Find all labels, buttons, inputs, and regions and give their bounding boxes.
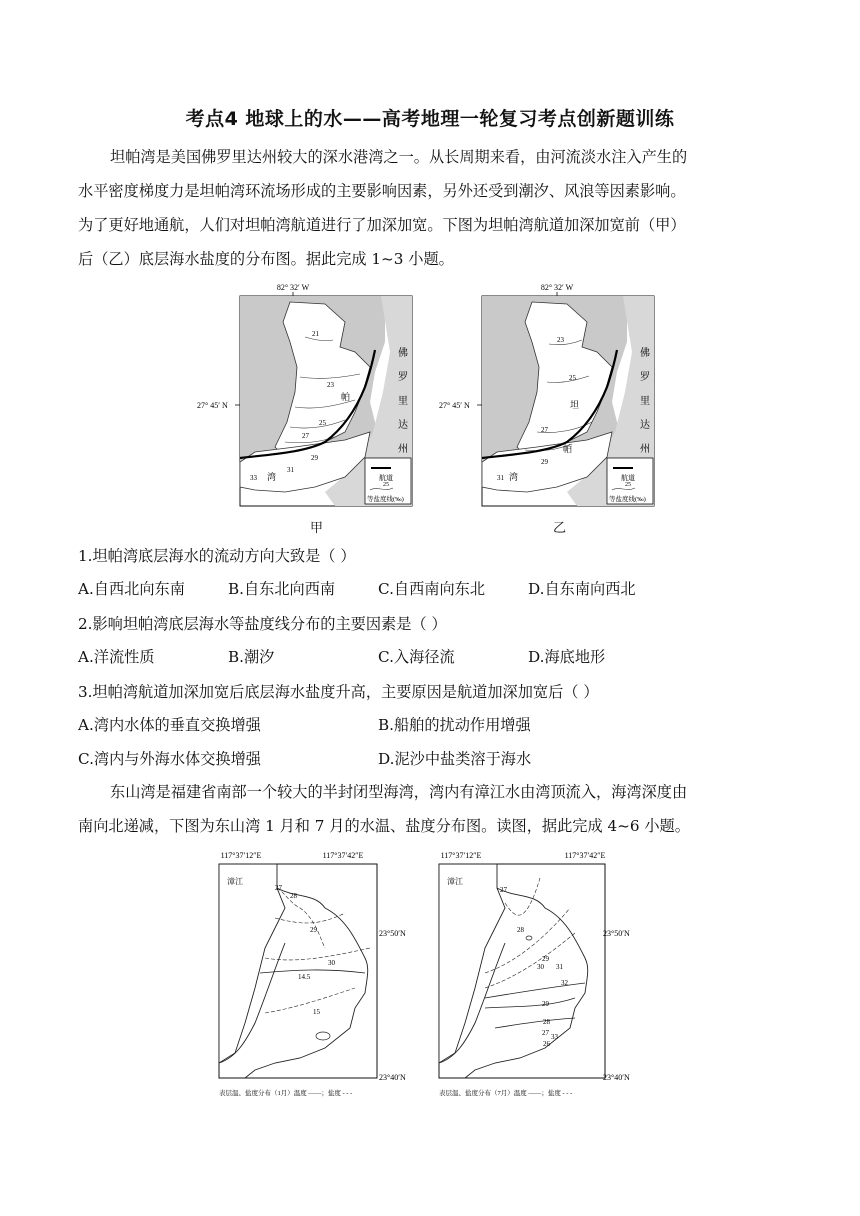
svg-text:30: 30 xyxy=(328,959,335,967)
q3-option-c: C.湾内与外海水体交换增强 xyxy=(78,750,261,768)
svg-text:117°37′12″E: 117°37′12″E xyxy=(440,851,482,860)
dongshan-bay-map-july xyxy=(425,848,655,1102)
tan-label: 坦 xyxy=(570,400,580,410)
svg-text:23°50′N: 23°50′N xyxy=(379,929,406,938)
bay-label: 湾 xyxy=(509,472,519,482)
svg-text:14.5: 14.5 xyxy=(298,973,311,981)
q1-option-a: A.自西北向东南 xyxy=(78,580,185,598)
svg-text:15: 15 xyxy=(313,1008,320,1016)
svg-text:等盐度线(‰): 等盐度线(‰) xyxy=(609,496,646,503)
svg-text:29: 29 xyxy=(310,926,317,934)
question-2-stem: 2.影响坦帕湾底层海水等盐度线分布的主要因素是（ ） xyxy=(78,615,447,633)
bay-label: 湾 xyxy=(267,472,277,482)
q3-option-d: D.泥沙中盐类溶于海水 xyxy=(378,750,532,768)
svg-text:29: 29 xyxy=(542,1000,549,1008)
svg-text:31: 31 xyxy=(556,963,563,971)
intro2-line1: 东山湾是福建省南部一个较大的半封闭型海湾，湾内有漳江水由湾顶流入，海湾深度由 xyxy=(110,783,688,801)
svg-text:27: 27 xyxy=(275,884,282,892)
lat-label: 27° 45′ N xyxy=(197,401,228,410)
svg-text:28: 28 xyxy=(543,1018,550,1026)
svg-text:航道: 航道 xyxy=(621,474,635,482)
svg-text:21: 21 xyxy=(312,330,319,338)
q3-option-a: A.湾内水体的垂直交换增强 xyxy=(78,716,261,734)
intro2-line2: 南向北递减，下图为东山湾 1 月和 7 月的水温、盐度分布图。读图，据此完成 4~6 小题。 xyxy=(78,817,690,835)
q1-option-b: B.自东北向西南 xyxy=(228,580,336,598)
svg-text:州: 州 xyxy=(398,444,408,455)
question-1-stem: 1.坦帕湾底层海水的流动方向大致是（ ） xyxy=(78,547,356,565)
svg-text:佛: 佛 xyxy=(640,348,650,359)
svg-text:33: 33 xyxy=(250,474,257,482)
lon-label: 82° 32′ W xyxy=(276,283,310,292)
svg-text:26: 26 xyxy=(543,1040,550,1048)
svg-text:表层温、盐度分布（1月）温度 ——；盐度 - - -: 表层温、盐度分布（1月）温度 ——；盐度 - - - xyxy=(219,1090,353,1097)
svg-text:漳江: 漳江 xyxy=(227,877,243,886)
svg-text:罗: 罗 xyxy=(398,372,408,383)
svg-text:等盐度线(‰): 等盐度线(‰) xyxy=(367,496,404,503)
svg-text:32: 32 xyxy=(561,979,568,987)
svg-text:达: 达 xyxy=(398,420,408,431)
dongshan-bay-map-january xyxy=(205,848,435,1102)
svg-text:33: 33 xyxy=(551,1033,558,1041)
svg-text:23: 23 xyxy=(327,381,334,389)
fig1-caption-right: 乙 xyxy=(553,521,567,536)
svg-text:31: 31 xyxy=(497,474,504,482)
svg-text:30: 30 xyxy=(537,963,544,971)
intro-paragraph-2 xyxy=(78,775,778,843)
intro-paragraph-1 xyxy=(78,140,778,276)
q2-option-a: A.洋流性质 xyxy=(78,648,155,666)
svg-text:州: 州 xyxy=(640,444,650,455)
svg-text:23: 23 xyxy=(557,336,564,344)
svg-text:23°40′N: 23°40′N xyxy=(603,1073,630,1082)
fig1-caption-left: 甲 xyxy=(310,521,324,536)
svg-text:27: 27 xyxy=(500,886,507,894)
svg-text:达: 达 xyxy=(640,420,650,431)
svg-text:25: 25 xyxy=(383,482,389,488)
svg-text:28: 28 xyxy=(517,926,524,934)
svg-text:117°37′42″E: 117°37′42″E xyxy=(564,851,606,860)
svg-text:25: 25 xyxy=(319,419,326,427)
lat-label: 27° 45′ N xyxy=(439,401,470,410)
q1-option-d: D.自东南向西北 xyxy=(528,580,636,598)
svg-text:表层温、盐度分布（7月）温度 ——；盐度 - - -: 表层温、盐度分布（7月）温度 ——；盐度 - - - xyxy=(439,1090,573,1097)
svg-text:漳江: 漳江 xyxy=(447,877,463,886)
svg-text:28: 28 xyxy=(290,892,297,900)
svg-text:27: 27 xyxy=(542,1029,549,1037)
q3-option-b: B.船舶的扰动作用增强 xyxy=(378,716,531,734)
q2-option-c: C.入海径流 xyxy=(378,648,455,666)
lon-label: 82° 32′ W xyxy=(540,283,574,292)
svg-text:29: 29 xyxy=(311,454,318,462)
svg-text:27: 27 xyxy=(541,426,548,434)
pa-label: 帕 xyxy=(341,392,351,402)
intro1-line3: 为了更好地通航，人们对坦帕湾航道进行了加深加宽。下图为坦帕湾航道加深加宽前（甲） xyxy=(78,216,686,234)
svg-text:23°40′N: 23°40′N xyxy=(379,1073,406,1082)
svg-text:29: 29 xyxy=(541,458,548,466)
svg-text:里: 里 xyxy=(640,396,650,407)
svg-text:25: 25 xyxy=(625,482,631,488)
svg-text:里: 里 xyxy=(398,396,408,407)
q1-option-c: C.自西南向东北 xyxy=(378,580,486,598)
tampa-bay-map-before xyxy=(195,282,417,512)
svg-text:罗: 罗 xyxy=(640,372,650,383)
svg-text:117°37′42″E: 117°37′42″E xyxy=(322,851,364,860)
svg-text:25: 25 xyxy=(569,374,576,382)
intro1-line1: 坦帕湾是美国佛罗里达州较大的深水港湾之一。从长周期来看，由河流淡水注入产生的 xyxy=(110,148,688,166)
question-3-stem: 3.坦帕湾航道加深加宽后底层海水盐度升高，主要原因是航道加深加宽后（ ） xyxy=(78,683,599,701)
svg-text:27: 27 xyxy=(302,432,309,440)
q2-option-d: D.海底地形 xyxy=(528,648,606,666)
q2-option-b: B.潮汐 xyxy=(228,648,275,666)
intro1-line2: 水平密度梯度力是坦帕湾环流场形成的主要影响因素，另外还受到潮汐、风浪等因素影响。 xyxy=(78,182,686,200)
page-title: 考点4 地球上的水——高考地理一轮复习考点创新题训练 xyxy=(185,108,675,130)
svg-text:31: 31 xyxy=(287,466,294,474)
svg-text:117°37′12″E: 117°37′12″E xyxy=(220,851,262,860)
svg-text:航道: 航道 xyxy=(379,474,393,482)
svg-text:29: 29 xyxy=(542,955,549,963)
intro1-line4: 后（乙）底层海水盐度的分布图。据此完成 1~3 小题。 xyxy=(78,250,454,268)
tampa-bay-map-after xyxy=(437,282,659,512)
svg-text:23°50′N: 23°50′N xyxy=(603,929,630,938)
pa-label: 帕 xyxy=(563,444,573,454)
svg-text:佛: 佛 xyxy=(398,348,408,359)
